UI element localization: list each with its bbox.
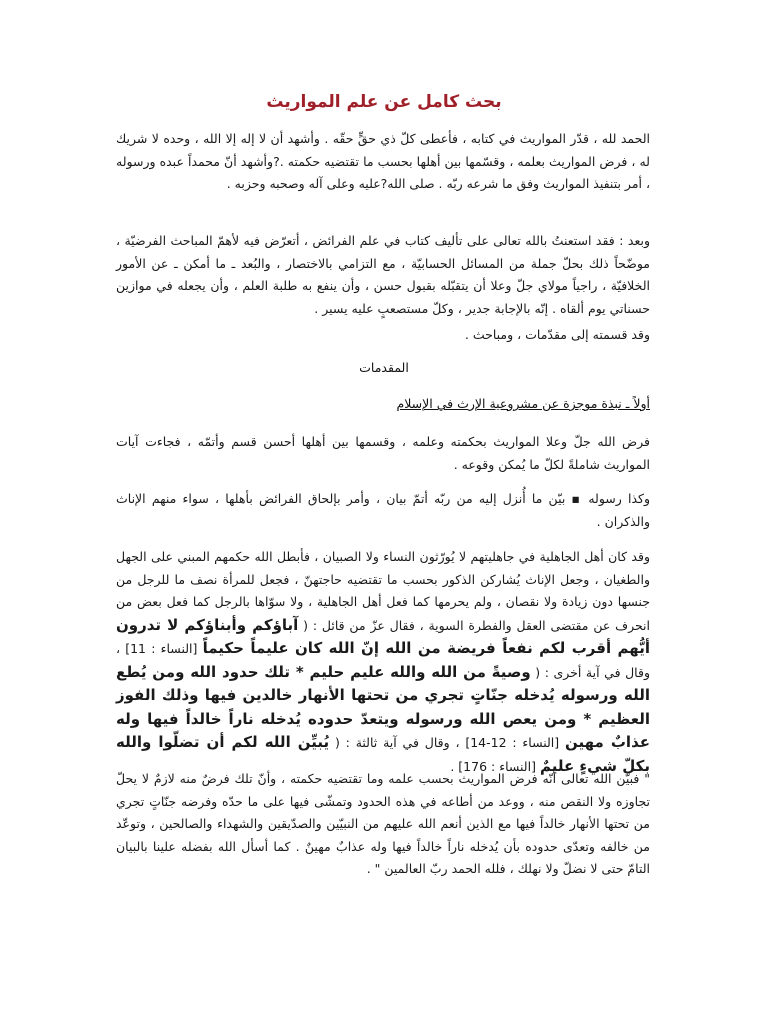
section-heading: المقدمات bbox=[359, 360, 409, 375]
paragraph-inheritance-law: فرض الله جلّ وعلا المواريث بحكمته وعلمه ، وقسمها بين أهلها أحسن قسم وأتمّه ، فجاءت آيات المواريث شاملةً لكلّ ما يُمكن وقوعه . bbox=[116, 434, 650, 472]
division-paragraph: وقد قسمته إلى مقدّمات ، ومباحث . bbox=[464, 327, 650, 342]
subheading: أولاً ـ نبذة موجزة عن مشروعية الإرث في الإسلام bbox=[396, 396, 650, 411]
preface-paragraph: وبعد : فقد استعنتُ بالله تعالى على تأليف كتاب في علم الفرائض ، أتعرّض فيه لأهمّ المباحث الفرضيّة ، موضّحاً ذلك بحلّ جملة من المسائل الحسابيّة ، مع التزامي بالاختصار ، والبُعد ـ ما أمكن ـ عن الأمور الخلافيّة ، راجياً مولاي جلّ وعلا أن يتقبّله بقبول حسن ، وأن ينفع به طلبة العلم ، وأن يجعله في موازين حسناتي يوم ألقاه . إنّه بالإجابة جدير ، وكلّ مستصعبٍ عليه يسير . bbox=[116, 233, 650, 316]
jahiliyya-text: وقد كان أهل الجاهلية في جاهليتهم لا يُورّثون النساء ولا الصبيان ، فأبطل الله حكمهم المبني على الجهل والطغيان ، وجعل الإناث يُشاركن الذكور بحسب ما تقتضيه حاجتهنّ ، فجعل للمرأة نصف ما للرجل من جنسها دون زيادة ولا نقصان ، ولم يحرمها كما فعل أهل الجاهلية ، ولا سوّاها بالرجل كما فعل بعض من انحرف عن مقتضى العقل والفطرة السوية ، فقال عزّ من قائل : ( bbox=[116, 549, 650, 633]
intro-paragraph: الحمد لله ، قدّر المواريث في كتابه ، فأعطى كلّ ذي حقٍّ حقّه . وأشهد أن لا إله إلا الله ، وحده لا شريك له ، فرض المواريث بعلمه ، وقسّمها بين أهلها بحسب ما تقتضيه حكمته .?وأشهد أنّ محمداً عبده ورسوله ، أمر بتنفيذ المواريث وفق ما شرعه ربّه . صلى الله?عليه وعلى آله وصحبه وحزبه . bbox=[116, 131, 650, 191]
quran-quote-1: آباؤكم وأبناؤكم لا تدرون أيُّهم أقرب لكم نفعاً فريضة من الله إنّ الله كان عليماً حكيماً bbox=[116, 615, 650, 657]
quran-ref-1: [النساء : 11] ، وقال في آية أخرى : ( bbox=[116, 641, 650, 680]
closing-paragraph: " فبيّن الله تعالى أنّه فرض المواريث بحسب علمه وما تقتضيه حكمته ، وأنّ تلك فرضٌ منه لازمٌ لا يحلّ تجاوزه ولا النقص منه ، ووعد من أطاعه في هذه الحدود وتمشّى فيها على ما حدّه وفرضه جنّاتٍ تجري من تحتها الأنهار خالداً فيها مع الذين أنعم الله عليهم من النبيّين والصدّيقين والشهداء والصالحين ، وتوعّد من خالفه وتعدّى حدوده بأن يُدخله ناراً خالداً فيها وله عذابٌ مهينٌ . كما أسأل الله بفضله علينا بالبيان التامّ حتى لا نضلّ ولا نهلك ، فلله الحمد ربّ العالمين " . bbox=[116, 771, 650, 876]
quran-ref-2: [النساء : 12-14] ، وقال في آية ثالثة : ( bbox=[334, 735, 560, 750]
quran-ref-3: [النساء : 176] . bbox=[450, 758, 536, 774]
document-title: بحث كامل عن علم المواريث bbox=[266, 92, 502, 112]
paragraph-prophet: وكذا رسوله ▪ بيّن ما أُنزل إليه من ربّه أتمّ بيان ، وأمر بإلحاق الفرائض بأهلها ، سواء منهم الإناث والذكران . bbox=[116, 491, 650, 529]
quran-quote-3: يُبيِّن الله لكم أن تضلّوا والله بكلّ شيءٍ عليمٌ bbox=[116, 733, 650, 775]
quran-quote-2: وصيةً من الله والله عليم حليم * تلك حدود الله ومن يُطع الله ورسوله يُدخله جنّاتٍ تجري من تحتها الأنهار خالدين فيها وذلك الفوز العظيم * ومن يعص الله ورسوله ويتعدّ حدوده يُدخله ناراً خالداً فيها وله عذابٌ مهين bbox=[116, 662, 650, 751]
paragraph-jahiliyya bbox=[116, 546, 650, 778]
